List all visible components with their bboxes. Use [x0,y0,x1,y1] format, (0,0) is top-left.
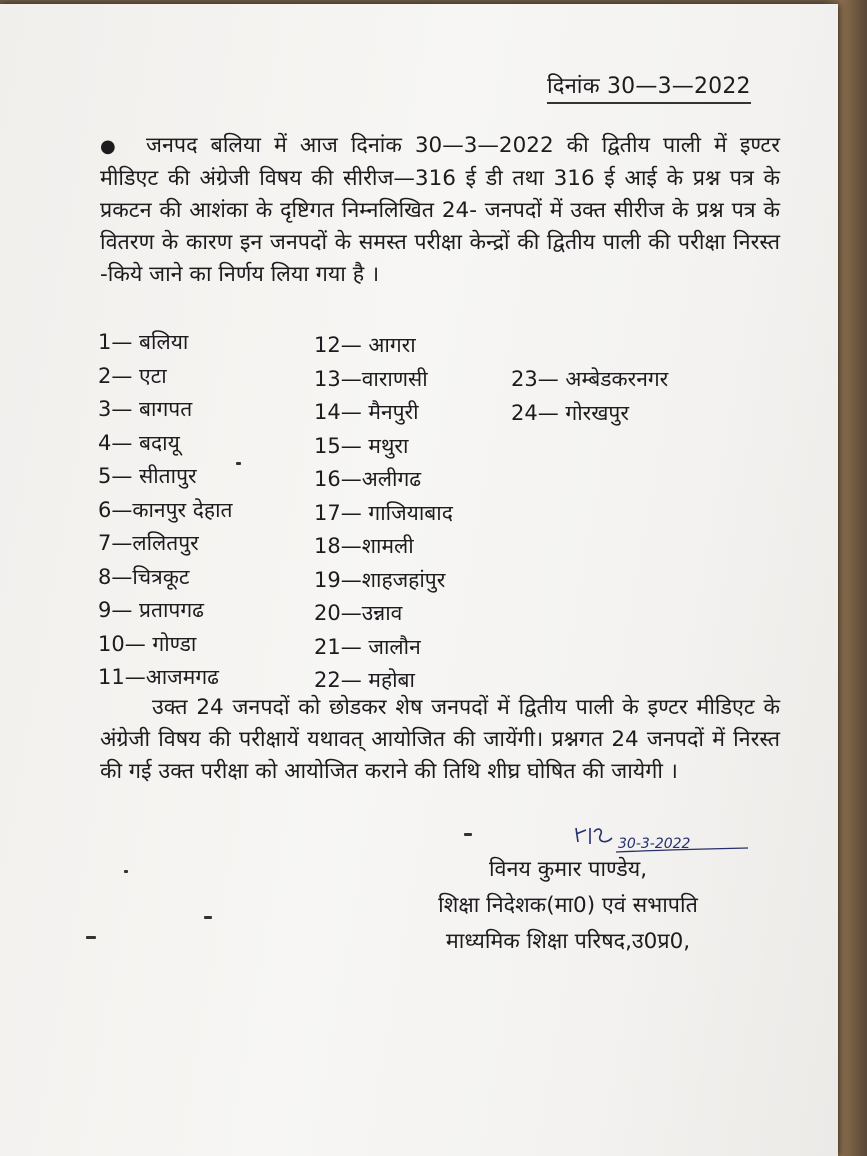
list-item: 21— जालौन [314,634,421,659]
list-item: 20—उन्नाव [314,601,403,625]
list-item: 9— प्रतापगढ [98,598,204,622]
list-item: 8—चित्रकूट [98,564,190,589]
list-item: 5— सीतापुर [98,464,197,488]
list-item: 13—वाराणसी [314,366,428,391]
district-list-column-1 [98,326,233,695]
bullet-icon: ● [100,136,116,157]
list-item: 14— मैनपुरी [314,400,419,424]
paragraph-remaining-districts: उक्त 24 जनपदों को छोडकर शेष जनपदों में द्वितीय पाली के इण्टर मीडिएट के अंग्रेजी विषय की परीक्षायें यथावत् आयोजित की जायेंगी। प्रश्नगत 24 जनपदों में निरस्त की गई उक्त परीक्षा को आयोजित कराने की तिथि शीघ्र घोषित की जायेगी । [100,695,780,784]
list-item: 17— गाजियाबाद [314,500,453,525]
list-item: 11—आजमगढ [98,665,219,689]
date-line: दिनांक 30—3—2022 [547,70,751,104]
list-item: 24— गोरखपुर [511,400,629,425]
signatory-designation: शिक्षा निदेशक(मा0) एवं सभापति [438,893,698,918]
ink-speck [464,833,472,836]
ink-speck [204,916,212,919]
list-item: 19—शाहजहांपुर [314,567,446,592]
list-item: 7—ललितपुर [98,531,199,555]
list-item: 16—अलीगढ [314,467,422,491]
signatory-name: विनय कुमार पाण्डेय, [488,857,648,882]
list-item: 2— एटा [98,363,167,388]
list-item: 3— बागपत [98,397,193,421]
list-item: 6—कानपुर देहात [98,497,233,522]
list-item: 4— बदायू [98,430,180,455]
document-page [0,4,838,1156]
ink-speck [236,462,241,465]
signatory-office: माध्यमिक शिक्षा परिषद,उ0प्र0, [445,929,691,954]
district-list-column-2 [314,329,453,698]
ink-speck [124,870,128,873]
signature-date: 30-3-2022 [618,836,691,852]
list-item: 15— मथुरा [314,433,409,458]
list-item: 18—शामली [314,534,414,558]
list-item: 23— अम्बेडकरनगर [511,367,669,391]
district-list-column-3 [511,363,668,430]
paragraph1-text: जनपद बलिया में आज दिनांक 30—3—2022 की द्वितीय पाली में इण्टर मीडिएट की अंग्रेजी विषय की सीरीज—316 ई डी तथा 316 ई आई के प्रश्न पत्र के प्रकटन की आशंका के दृष्टिगत निम्नलिखित 24- जनपदों में उक्त सीरीज के प्रश्न पत्र के वितरण के कारण इन जनपदों के समस्त परीक्षा केन्द्रों की द्वितीय पाली की परीक्षा निरस्त -किये जाने का निर्णय लिया गया है । [100,133,780,287]
list-item: 12— आगरा [314,333,416,357]
list-item: 1— बलिया [98,330,189,354]
list-item: 10— गोण्डा [98,631,197,656]
signatory-block [408,852,728,960]
ink-speck [86,936,96,939]
list-item: 22— महोबा [314,668,415,692]
paragraph-cancellation-notice [100,130,780,291]
